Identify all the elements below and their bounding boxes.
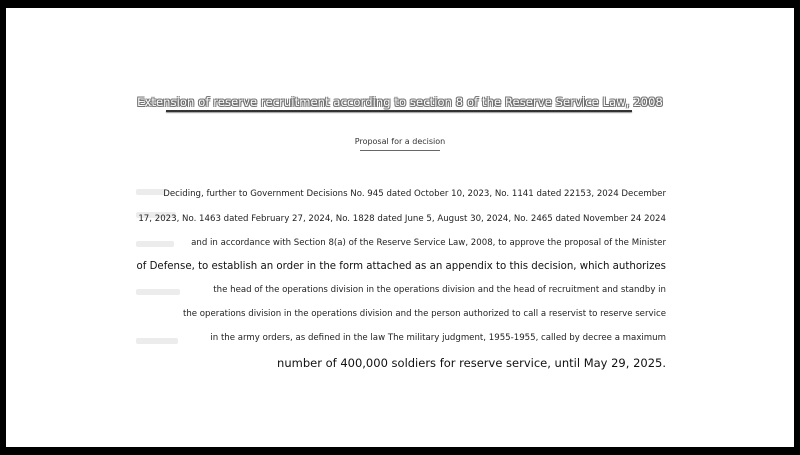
body-line: in the army orders, as defined in the law The military judgment, 1955-1955, called by decree a maximum (210, 333, 666, 343)
title-underline (166, 110, 632, 112)
faded-mark (136, 241, 174, 247)
document-title: Extension of reserve recruitment according to section 8 of the Reserve Service Law, 2008 (137, 95, 663, 109)
body-line: the operations division in the operations division and the person authorized to call a reservist to reserve service (182, 309, 666, 319)
faded-mark (136, 189, 166, 195)
subtitle-underline (360, 150, 440, 151)
body-line: number of 400,000 soldiers for reserve service, until May 29, 2025. (277, 356, 666, 370)
document-subtitle: Proposal for a decision (354, 137, 446, 146)
faded-mark (136, 338, 178, 344)
body-line: the head of the operations division in the operations division and the head of recruitment and standby in (213, 285, 666, 295)
body-line: 17, 2023, No. 1463 dated February 27, 2024, No. 1828 dated June 5, August 30, 2024, No. 2465 dated November 24 2024 (138, 214, 666, 224)
body-line: Deciding, further to Government Decisions No. 945 dated October 10, 2023, No. 1141 dated 22153, 2024 December (163, 189, 666, 199)
faded-mark (136, 289, 180, 295)
body-line: of Defense, to establish an order in the form attached as an appendix to this decision, which authorizes (136, 261, 666, 272)
body-line: and in accordance with Section 8(a) of the Reserve Service Law, 2008, to approve the proposal of the Minister (191, 238, 666, 248)
document-page (6, 8, 794, 447)
